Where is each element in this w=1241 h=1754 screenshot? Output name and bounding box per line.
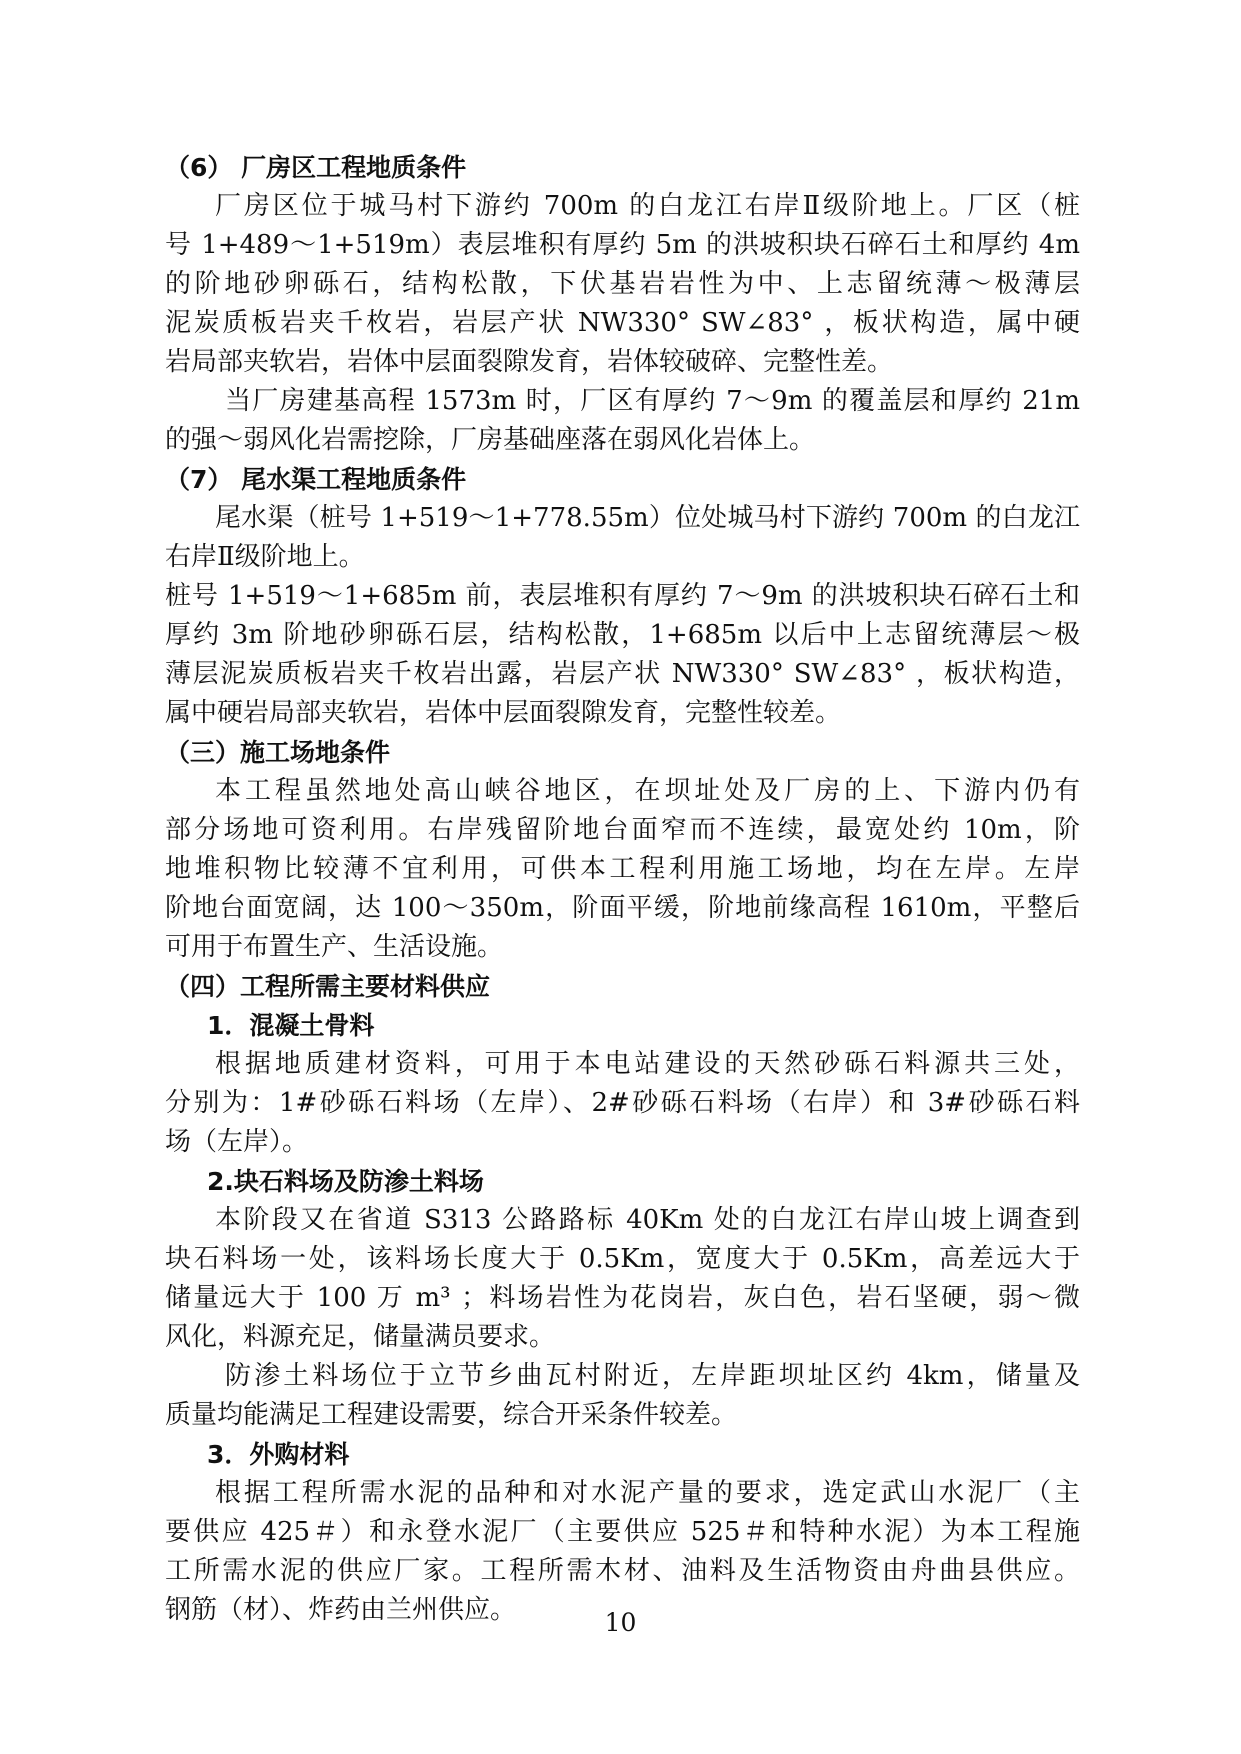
paragraph-line: 可用于布置生产、生活设施。 — [165, 932, 504, 962]
subsection-heading-quarry: 2.块石料场及防渗土料场 — [207, 1167, 484, 1196]
paragraph-line: 根据工程所需水泥的品种和对水泥产量的要求，选定武山水泥厂（主 — [215, 1478, 1080, 1508]
section-heading-materials: （四）工程所需主要材料供应 — [165, 972, 491, 1001]
paragraph-line: 块石料场一处，该料场长度大于 0.5Km，宽度大于 0.5Km，高差远大于 — [165, 1244, 1080, 1274]
paragraph-line: 工所需水泥的供应厂家。工程所需木材、油料及生活物资由舟曲县供应。 — [165, 1556, 1080, 1586]
paragraph-line: 属中硬岩局部夹软岩，岩体中层面裂隙发育，完整性较差。 — [165, 698, 842, 728]
paragraph-line: 质量均能满足工程建设需要，综合开采条件较差。 — [165, 1400, 738, 1430]
paragraph-line: 尾水渠（桩号 1+519～1+778.55m）位处城马村下游约 700m 的白龙江 — [215, 503, 1080, 533]
section-heading-site-conditions: （三）施工场地条件 — [165, 738, 391, 767]
paragraph-line: 地堆积物比较薄不宜利用，可供本工程利用施工场地，均在左岸。左岸 — [165, 854, 1080, 884]
page-number: 10 — [604, 1608, 637, 1637]
paragraph-line: 右岸Ⅱ级阶地上。 — [165, 542, 365, 572]
subsection-heading-aggregate: 1．混凝土骨料 — [207, 1011, 375, 1040]
paragraph-line: 根据地质建材资料，可用于本电站建设的天然砂砾石料源共三处， — [215, 1049, 1080, 1079]
paragraph-line: 桩号 1+519～1+685m 前，表层堆积有厚约 7～9m 的洪坡积块石碎石土和 — [165, 581, 1080, 611]
paragraph-line: 防渗土料场位于立节乡曲瓦村附近，左岸距坝址区约 4km，储量及 — [225, 1361, 1080, 1391]
paragraph-line: 当厂房建基高程 1573m 时，厂区有厚约 7～9m 的覆盖层和厚约 21m — [225, 386, 1080, 416]
paragraph-line: 要供应 425＃）和永登水泥厂（主要供应 525＃和特种水泥）为本工程施 — [165, 1517, 1080, 1547]
paragraph-line: 部分场地可资利用。右岸残留阶地台面窄而不连续，最宽处约 10m，阶 — [165, 815, 1080, 845]
paragraph-line: 的强～弱风化岩需挖除，厂房基础座落在弱风化岩体上。 — [165, 425, 816, 455]
subsection-heading-purchased: 3．外购材料 — [207, 1440, 350, 1469]
paragraph-line: 岩局部夹软岩，岩体中层面裂隙发育，岩体较破碎、完整性差。 — [165, 347, 894, 377]
paragraph-line: 风化，料源充足，储量满员要求。 — [165, 1322, 556, 1352]
paragraph-line: 薄层泥炭质板岩夹千枚岩出露，岩层产状 NW330° SW∠83° ，板状构造， — [165, 659, 1080, 689]
paragraph-line: 厂房区位于城马村下游约 700m 的白龙江右岸Ⅱ级阶地上。厂区（桩 — [215, 191, 1080, 221]
section-heading-7: （7） 尾水渠工程地质条件 — [165, 465, 467, 494]
paragraph-line: 泥炭质板岩夹千枚岩，岩层产状 NW330° SW∠83° ，板状构造，属中硬 — [165, 308, 1080, 338]
paragraph-line: 钢筋（材）、炸药由兰州供应。 — [165, 1595, 517, 1625]
document-body — [165, 148, 1080, 1630]
paragraph-line: 厚约 3m 阶地砂卵砾石层，结构松散，1+685m 以后中上志留统薄层～极 — [165, 620, 1080, 650]
paragraph-line: 分别为：1#砂砾石料场（左岸）、2#砂砾石料场（右岸）和 3#砂砾石料 — [165, 1088, 1080, 1118]
paragraph-line: 阶地台面宽阔，达 100～350m，阶面平缓，阶地前缘高程 1610m，平整后 — [165, 893, 1080, 923]
paragraph-line: 的阶地砂卵砾石，结构松散，下伏基岩岩性为中、上志留统薄～极薄层 — [165, 269, 1080, 299]
paragraph-line: 本工程虽然地处高山峡谷地区，在坝址处及厂房的上、下游内仍有 — [215, 776, 1080, 806]
section-heading-6: （6） 厂房区工程地质条件 — [165, 153, 467, 182]
paragraph-line: 本阶段又在省道 S313 公路路标 40Km 处的白龙江右岸山坡上调查到 — [215, 1205, 1080, 1235]
paragraph-line: 号 1+489～1+519m）表层堆积有厚约 5m 的洪坡积块石碎石土和厚约 4m — [165, 230, 1080, 260]
paragraph-line: 储量远大于 100 万 m³ ；料场岩性为花岗岩，灰白色，岩石坚硬，弱～微 — [165, 1283, 1080, 1313]
paragraph-line: 场（左岸）。 — [165, 1127, 309, 1157]
